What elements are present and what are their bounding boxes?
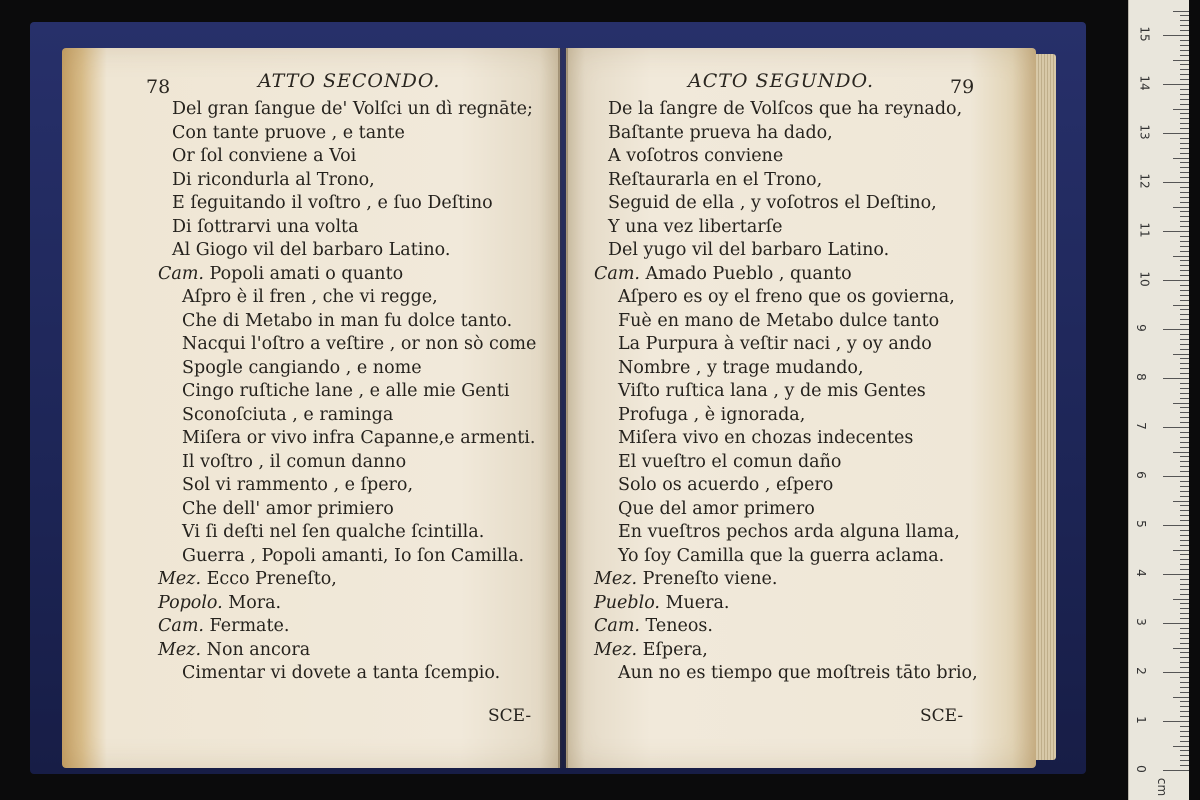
ruler-tick xyxy=(1180,309,1189,310)
speaker-label: Cam. xyxy=(158,616,210,636)
verse-text: Aun no es tiempo que moſtreis tāto brio, xyxy=(618,663,978,683)
ruler-tick xyxy=(1180,79,1189,80)
ruler-tick xyxy=(1180,15,1189,16)
verse-text: En vueſtros pechos arda alguna llama, xyxy=(618,522,960,542)
ruler-tick xyxy=(1180,89,1189,90)
ruler-tick xyxy=(1180,45,1189,46)
ruler-tick xyxy=(1180,226,1189,227)
ruler-tick xyxy=(1180,711,1189,712)
right-catchword: SCE- xyxy=(920,706,964,726)
ruler-tick xyxy=(1180,94,1189,95)
text-line xyxy=(182,520,484,544)
ruler-tick xyxy=(1173,11,1189,12)
ruler-tick xyxy=(1180,456,1189,457)
ruler-tick xyxy=(1180,113,1189,114)
ruler-label: 1 xyxy=(1133,716,1148,724)
ruler-tick xyxy=(1163,231,1189,232)
ruler-label: 13 xyxy=(1137,124,1152,140)
ruler-tick xyxy=(1173,354,1189,355)
ruler-tick xyxy=(1180,64,1189,65)
ruler-tick xyxy=(1180,652,1189,653)
verse-text: El vueſtro el comun daño xyxy=(618,451,842,472)
verse-text: Cingo ruſtiche lane , e alle mie Genti xyxy=(182,381,510,401)
ruler-tick xyxy=(1180,731,1189,732)
ruler-tick xyxy=(1173,697,1189,698)
ruler-tick xyxy=(1180,393,1189,394)
ruler-tick xyxy=(1180,30,1189,31)
ruler-tick xyxy=(1180,363,1189,364)
speaker-label: Mez. xyxy=(158,569,207,589)
ruler-tick xyxy=(1163,182,1189,183)
verse-text: Miſera vivo en chozas indecentes xyxy=(618,428,914,448)
ruler-tick xyxy=(1180,314,1189,315)
text-line xyxy=(158,567,337,591)
verse-text: E ſeguitando il voſtro , e ſuo Deſtino xyxy=(172,193,493,213)
text-line xyxy=(618,661,978,685)
text-line xyxy=(608,238,889,262)
ruler-tick xyxy=(1180,687,1189,688)
text-line xyxy=(608,144,783,168)
ruler-tick xyxy=(1180,221,1189,222)
ruler-tick xyxy=(1163,427,1189,428)
ruler-tick xyxy=(1180,422,1189,423)
text-line xyxy=(182,426,535,450)
text-line xyxy=(618,450,841,474)
ruler-tick xyxy=(1180,40,1189,41)
ruler-tick xyxy=(1180,69,1189,70)
ruler-tick xyxy=(1180,726,1189,727)
ruler-tick xyxy=(1180,74,1189,75)
ruler-tick xyxy=(1180,505,1189,506)
text-line xyxy=(182,473,413,497)
ruler-tick xyxy=(1180,339,1189,340)
text-line xyxy=(608,97,962,121)
ruler-tick xyxy=(1180,162,1189,163)
ruler-label: 4 xyxy=(1133,569,1148,577)
ruler-label: 2 xyxy=(1133,667,1148,675)
ruler-tick xyxy=(1180,373,1189,374)
ruler-tick xyxy=(1163,378,1189,379)
text-line xyxy=(182,285,438,309)
verse-text: Del gran ſangue de' Volſci un dì regnāte; xyxy=(172,99,533,119)
ruler-tick xyxy=(1180,236,1189,237)
ruler-tick xyxy=(1163,35,1189,36)
text-line xyxy=(182,497,394,521)
ruler-tick xyxy=(1180,677,1189,678)
verse-text: Or ſol conviene a Voi xyxy=(172,146,357,166)
ruler-label: 5 xyxy=(1133,520,1148,528)
verse-text: Spogle cangiando , e nome xyxy=(182,357,422,378)
ruler-tick xyxy=(1180,584,1189,585)
ruler-tick xyxy=(1180,638,1189,639)
ruler-tick xyxy=(1180,432,1189,433)
ruler-tick xyxy=(1180,437,1189,438)
text-line xyxy=(618,520,960,544)
ruler-tick xyxy=(1180,192,1189,193)
ruler-tick xyxy=(1180,554,1189,555)
verse-text: Sconoſciuta , e raminga xyxy=(182,404,394,425)
ruler-tick xyxy=(1180,349,1189,350)
verse-text: Mora. xyxy=(228,592,282,613)
verse-text: Del yugo vil del barbaro Latino. xyxy=(608,240,890,260)
text-line xyxy=(182,332,536,356)
ruler-tick xyxy=(1180,275,1189,276)
ruler-tick xyxy=(1163,721,1189,722)
verse-text: Nombre , y trage mudando, xyxy=(618,357,864,378)
ruler-tick xyxy=(1180,334,1189,335)
ruler-tick xyxy=(1180,388,1189,389)
right-running-head: ACTO SEGUNDO. xyxy=(688,70,874,92)
text-line xyxy=(618,473,833,497)
verse-text: Aſpero es oy el freno que os govierna, xyxy=(618,287,955,307)
ruler-tick xyxy=(1180,20,1189,21)
verse-text: Sol vi rammento , e ſpero, xyxy=(182,475,414,495)
verse-text: Che dell' amor primiero xyxy=(182,498,394,519)
ruler-tick xyxy=(1173,207,1189,208)
verse-text: Ecco Preneſto, xyxy=(206,569,337,589)
ruler-tick xyxy=(1180,682,1189,683)
ruler-tick xyxy=(1180,579,1189,580)
ruler-tick xyxy=(1180,118,1189,119)
verse-text: Di ſottrarvi una volta xyxy=(172,216,359,237)
ruler-tick xyxy=(1163,623,1189,624)
ruler-tick xyxy=(1180,270,1189,271)
ruler-tick xyxy=(1163,525,1189,526)
verse-text: Il voſtro , il comun danno xyxy=(182,451,407,472)
ruler-tick xyxy=(1180,520,1189,521)
verse-text: Muera. xyxy=(665,592,730,613)
text-line xyxy=(618,309,939,333)
ruler-tick xyxy=(1173,256,1189,257)
text-line xyxy=(608,168,822,192)
ruler-tick xyxy=(1180,564,1189,565)
text-line xyxy=(172,215,359,239)
text-line xyxy=(618,497,815,521)
ruler-tick xyxy=(1180,662,1189,663)
text-line xyxy=(608,121,833,145)
ruler-tick xyxy=(1180,241,1189,242)
verse-text: Baſtante prueva ha dado, xyxy=(608,122,833,143)
ruler-label: 7 xyxy=(1133,422,1148,430)
verse-text: Non ancora xyxy=(206,639,311,660)
ruler-tick xyxy=(1180,515,1189,516)
text-line xyxy=(158,638,310,662)
ruler-tick xyxy=(1180,545,1189,546)
speaker-label: Pueblo. xyxy=(594,592,666,613)
ruler-tick xyxy=(1180,265,1189,266)
ruler-tick xyxy=(1180,760,1189,761)
ruler-tick xyxy=(1173,746,1189,747)
ruler-tick xyxy=(1180,461,1189,462)
verse-text: Eſpera, xyxy=(642,639,708,660)
ruler-tick xyxy=(1180,608,1189,609)
ruler-label: 14 xyxy=(1137,75,1152,91)
verse-text: Reſtaurarla en el Trono, xyxy=(608,169,823,190)
text-line xyxy=(594,614,713,638)
text-line xyxy=(158,591,281,615)
ruler-tick xyxy=(1180,99,1189,100)
verse-text: Miſera or vivo infra Capanne,e armenti. xyxy=(182,428,536,448)
ruler-tick xyxy=(1180,442,1189,443)
ruler-label: 10 xyxy=(1137,271,1152,287)
verse-text: Al Giogo vil del barbaro Latino. xyxy=(172,240,451,260)
ruler-tick xyxy=(1180,496,1189,497)
text-line xyxy=(618,379,926,403)
ruler-tick xyxy=(1173,109,1189,110)
ruler-tick xyxy=(1180,559,1189,560)
ruler-label: 8 xyxy=(1133,373,1148,381)
ruler-label: 0 xyxy=(1133,765,1148,773)
ruler-tick xyxy=(1163,329,1189,330)
text-line xyxy=(158,614,289,638)
speaker-label: Cam. xyxy=(594,616,646,636)
text-line xyxy=(618,403,805,427)
ruler-tick xyxy=(1180,383,1189,384)
ruler-tick xyxy=(1180,628,1189,629)
ruler-tick xyxy=(1180,692,1189,693)
verse-text: Solo os acuerdo , eſpero xyxy=(618,475,834,495)
ruler-tick xyxy=(1163,84,1189,85)
text-line xyxy=(608,191,937,215)
text-line xyxy=(618,332,932,356)
ruler-tick xyxy=(1180,138,1189,139)
ruler-tick xyxy=(1180,55,1189,56)
ruler-tick xyxy=(1180,143,1189,144)
text-line xyxy=(594,591,729,615)
ruler-tick xyxy=(1180,613,1189,614)
verse-text: Cimentar vi dovete a tanta ſcempio. xyxy=(182,663,501,683)
ruler-tick xyxy=(1180,50,1189,51)
verse-text: Amado Pueblo , quanto xyxy=(645,263,852,284)
book-gutter xyxy=(558,48,568,768)
ruler-tick xyxy=(1180,295,1189,296)
ruler-label: 15 xyxy=(1137,26,1152,42)
ruler-tick xyxy=(1180,368,1189,369)
ruler-tick xyxy=(1180,104,1189,105)
ruler-tick xyxy=(1180,407,1189,408)
verse-text: Nacqui l'oſtro a veſtire , or non sò come xyxy=(182,334,537,354)
speaker-label: Mez. xyxy=(594,569,643,589)
ruler-tick xyxy=(1180,736,1189,737)
ruler-tick xyxy=(1180,510,1189,511)
ruler-tick xyxy=(1163,574,1189,575)
ruler-tick xyxy=(1180,187,1189,188)
ruler-tick xyxy=(1180,197,1189,198)
verse-text: Di ricondurla al Trono, xyxy=(172,169,375,190)
ruler-tick xyxy=(1173,599,1189,600)
ruler-label: 6 xyxy=(1133,471,1148,479)
ruler-tick xyxy=(1180,324,1189,325)
speaker-label: Mez. xyxy=(594,639,643,660)
ruler-tick xyxy=(1173,452,1189,453)
verse-text: Yo ſoy Camilla que la guerra aclama. xyxy=(618,545,945,566)
ruler-tick xyxy=(1180,153,1189,154)
ruler-tick xyxy=(1180,471,1189,472)
ruler-tick xyxy=(1180,716,1189,717)
speaker-label: Mez. xyxy=(158,639,207,660)
measurement-ruler xyxy=(1128,0,1189,800)
ruler-tick xyxy=(1180,530,1189,531)
ruler-label: 9 xyxy=(1133,324,1148,332)
ruler-tick xyxy=(1180,569,1189,570)
text-line xyxy=(618,356,864,380)
ruler-tick xyxy=(1180,535,1189,536)
ruler-tick xyxy=(1180,491,1189,492)
text-line xyxy=(172,168,375,192)
ruler-tick xyxy=(1173,305,1189,306)
ruler-tick xyxy=(1180,319,1189,320)
ruler-tick xyxy=(1180,765,1189,766)
text-line xyxy=(182,309,512,333)
verse-text: La Purpura à veſtir naci , y oy ando xyxy=(618,334,932,354)
right-page-number: 79 xyxy=(950,76,975,98)
verse-text: De la ſangre de Volſcos que ha reynado, xyxy=(608,99,963,119)
ruler-tick xyxy=(1180,260,1189,261)
left-page-number: 78 xyxy=(146,76,171,98)
ruler-tick xyxy=(1180,398,1189,399)
verse-text: Profuga , è ignorada, xyxy=(618,404,806,425)
ruler-tick xyxy=(1180,167,1189,168)
page-edges xyxy=(1036,54,1056,760)
verse-text: A voſotros conviene xyxy=(608,146,784,166)
ruler-tick xyxy=(1180,486,1189,487)
ruler-tick xyxy=(1163,770,1189,771)
text-line xyxy=(182,544,524,568)
text-line xyxy=(172,191,493,215)
verse-text: Aſpro è il fren , che vi regge, xyxy=(182,287,438,307)
verse-text: Che di Metabo in man fu dolce tanto. xyxy=(182,310,513,331)
verse-text: Preneſto viene. xyxy=(642,569,778,589)
ruler-tick xyxy=(1173,403,1189,404)
text-line xyxy=(594,262,852,286)
ruler-tick xyxy=(1180,750,1189,751)
text-line xyxy=(172,238,450,262)
ruler-unit: cm xyxy=(1155,777,1170,797)
ruler-tick xyxy=(1180,643,1189,644)
ruler-tick xyxy=(1180,447,1189,448)
verse-text: Con tante pruove , e tante xyxy=(172,122,405,143)
ruler-tick xyxy=(1180,481,1189,482)
ruler-tick xyxy=(1173,158,1189,159)
left-running-head: ATTO SECONDO. xyxy=(258,70,441,92)
ruler-label: 11 xyxy=(1137,222,1152,238)
ruler-tick xyxy=(1180,285,1189,286)
ruler-tick xyxy=(1163,280,1189,281)
ruler-tick xyxy=(1180,290,1189,291)
text-line xyxy=(158,262,403,286)
ruler-tick xyxy=(1173,60,1189,61)
ruler-tick xyxy=(1180,466,1189,467)
ruler-tick xyxy=(1173,550,1189,551)
ruler-tick xyxy=(1180,618,1189,619)
ruler-tick xyxy=(1180,25,1189,26)
ruler-tick xyxy=(1163,133,1189,134)
speaker-label: Cam. xyxy=(158,263,210,284)
text-line xyxy=(172,144,356,168)
ruler-tick xyxy=(1180,344,1189,345)
verse-text: Que del amor primero xyxy=(618,498,815,519)
text-line xyxy=(618,285,955,309)
verse-text: Seguid de ella , y voſotros el Deſtino, xyxy=(608,193,937,213)
text-line xyxy=(182,450,406,474)
text-line xyxy=(618,426,913,450)
ruler-tick xyxy=(1173,648,1189,649)
ruler-tick xyxy=(1180,755,1189,756)
text-line xyxy=(172,97,533,121)
verse-text: Guerra , Popoli amanti, Io ſon Camilla. xyxy=(182,545,525,566)
text-line xyxy=(594,567,777,591)
speaker-label: Cam. xyxy=(594,263,646,284)
verse-text: Fuè en mano de Metabo dulce tanto xyxy=(618,310,940,331)
ruler-tick xyxy=(1180,412,1189,413)
verse-text: Y una vez libertarſe xyxy=(608,216,783,237)
ruler-tick xyxy=(1180,589,1189,590)
text-line xyxy=(182,356,422,380)
ruler-tick xyxy=(1180,300,1189,301)
ruler-tick xyxy=(1180,701,1189,702)
text-line xyxy=(182,661,500,685)
left-catchword: SCE- xyxy=(488,706,532,726)
ruler-tick xyxy=(1180,667,1189,668)
ruler-tick xyxy=(1180,358,1189,359)
ruler-tick xyxy=(1180,594,1189,595)
ruler-label: 3 xyxy=(1133,618,1148,626)
verse-text: Teneos. xyxy=(645,616,713,636)
ruler-tick xyxy=(1180,211,1189,212)
ruler-tick xyxy=(1163,672,1189,673)
ruler-tick xyxy=(1180,177,1189,178)
ruler-tick xyxy=(1163,476,1189,477)
ruler-tick xyxy=(1180,657,1189,658)
ruler-tick xyxy=(1180,172,1189,173)
ruler-tick xyxy=(1180,216,1189,217)
ruler-tick xyxy=(1180,246,1189,247)
ruler-tick xyxy=(1180,148,1189,149)
text-line xyxy=(172,121,405,145)
verse-text: Popoli amati o quanto xyxy=(209,263,404,284)
text-line xyxy=(618,544,944,568)
verse-text: Fermate. xyxy=(209,616,290,636)
ruler-tick xyxy=(1180,633,1189,634)
ruler-tick xyxy=(1180,741,1189,742)
ruler-tick xyxy=(1180,202,1189,203)
ruler-tick xyxy=(1180,603,1189,604)
text-line xyxy=(608,215,782,239)
ruler-label: 12 xyxy=(1137,173,1152,189)
ruler-tick xyxy=(1180,123,1189,124)
verse-text: Vi ſi deſti nel ſen qualche ſcintilla. xyxy=(182,522,485,542)
text-line xyxy=(182,379,509,403)
ruler-tick xyxy=(1180,128,1189,129)
ruler-tick xyxy=(1180,251,1189,252)
ruler-tick xyxy=(1180,540,1189,541)
ruler-tick xyxy=(1180,706,1189,707)
text-line xyxy=(182,403,393,427)
text-line xyxy=(594,638,708,662)
ruler-tick xyxy=(1180,417,1189,418)
speaker-label: Popolo. xyxy=(158,592,229,613)
ruler-tick xyxy=(1173,501,1189,502)
verse-text: Viſto ruſtica lana , y de mis Gentes xyxy=(618,381,926,401)
